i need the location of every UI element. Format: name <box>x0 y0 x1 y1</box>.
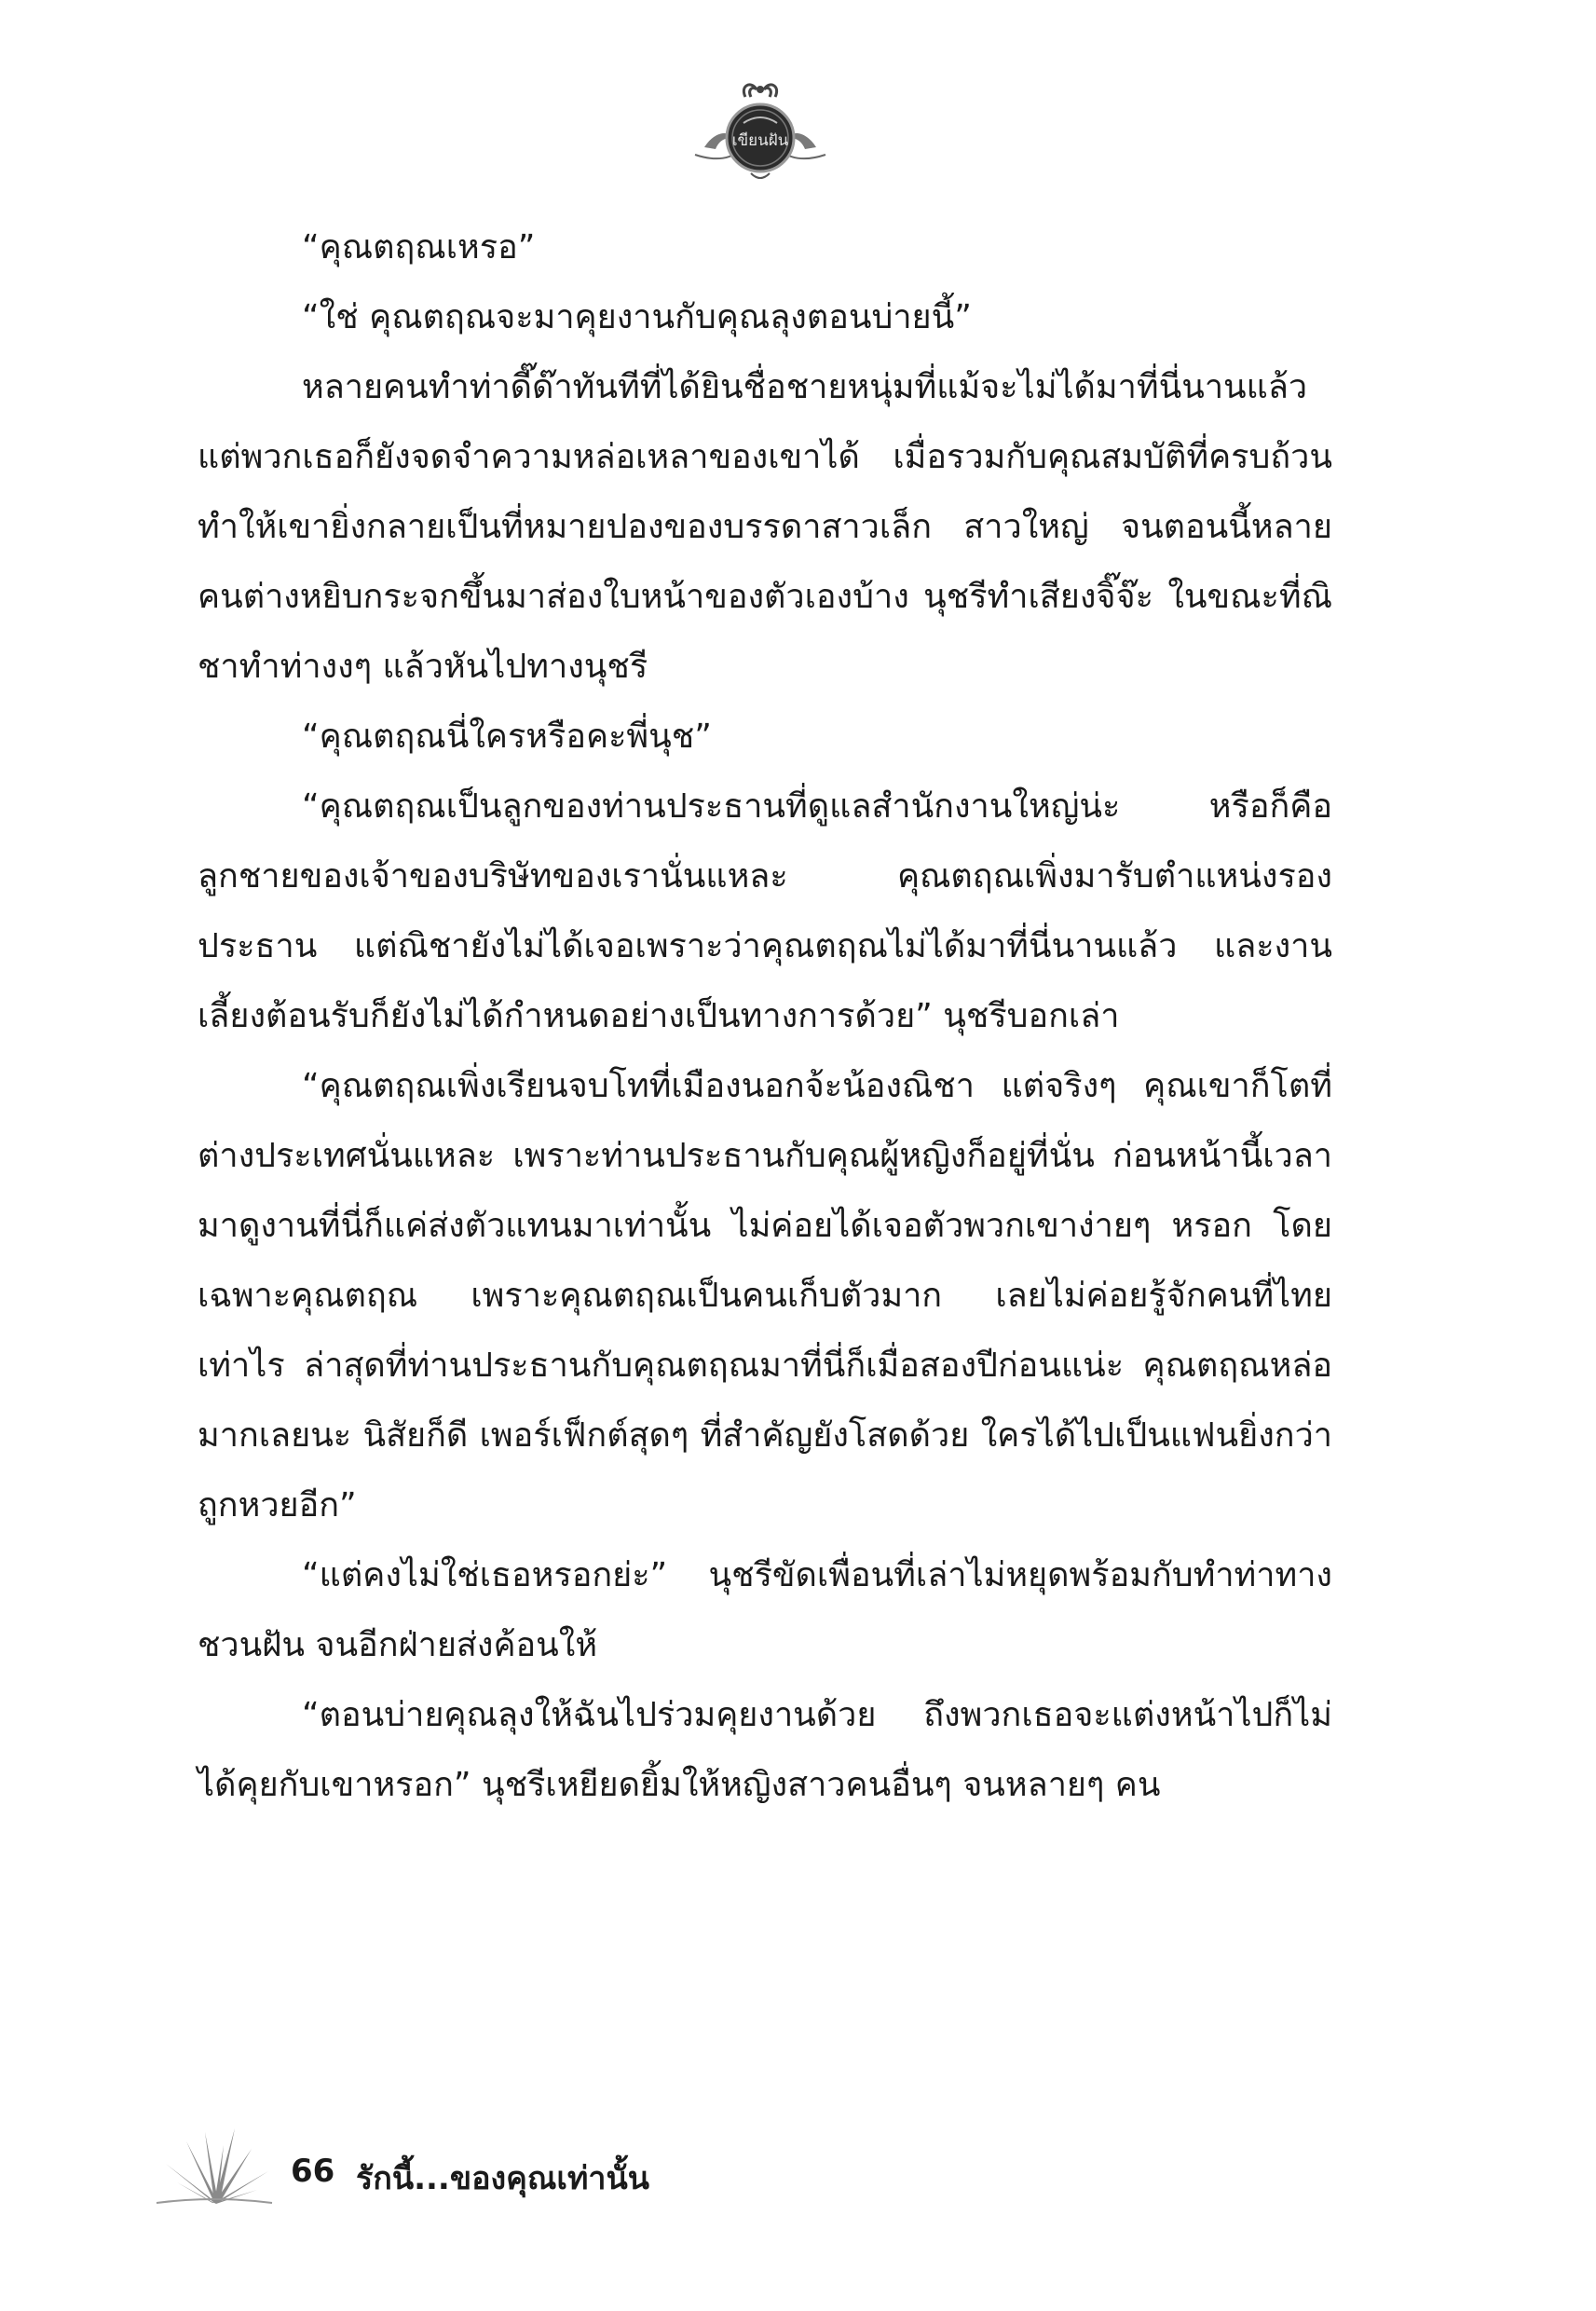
body-text <box>198 212 1332 1820</box>
paragraph: “แต่คงไม่ใช่เธอหรอกย่ะ” นุชรีขัดเพื่อนที่เล่าไม่หยุดพร้อมกับทำท่าทางชวนฝัน จนอีกฝ่ายส่งค้อนให้ <box>198 1556 1332 1664</box>
paragraph: “ตอนบ่ายคุณลุงให้ฉันไปร่วมคุยงานด้วย ถึงพวกเธอจะแต่งหน้าไปก็ไม่ได้คุยกับเขาหรอก” นุชรีเหยียดยิ้มให้หญิงสาวคนอื่นๆ จนหลายๆ คน <box>198 1696 1332 1804</box>
page-footer <box>149 2113 988 2207</box>
paragraph: หลายคนทำท่าดี๊ด๊าทันทีที่ได้ยินชื่อชายหนุ่มที่แม้จะไม่ได้มาที่นี่นานแล้วแต่พวกเธอก็ยังจดจำความหล่อเหลาของเขาได้ เมื่อรวมกับคุณสมบัติที่ครบถ้วนทำให้เขายิ่งกลายเป็นที่หมายปองของบรรดาสาวเล็ก สาวใหญ่ จนตอนนี้หลายคนต่างหยิบกระจกขึ้นมาส่องใบหน้าของตัวเองบ้าง นุชรีทำเสียงจิ๊จ๊ะ ในขณะที่ณิชาทำท่างงๆ แล้วหันไปทางนุชรี <box>198 368 1332 686</box>
logo-text: เขียนฝัน <box>731 131 789 150</box>
book-title: รักนี้...ของคุณเท่านั้น <box>356 2160 649 2197</box>
ornamental-emblem-icon <box>686 75 835 186</box>
page-number: 66 <box>291 2153 335 2190</box>
paragraph: “คุณตฤณเหรอ” <box>302 228 536 267</box>
paragraph: “คุณตฤณเป็นลูกของท่านประธานที่ดูแลสำนักงานใหญ่น่ะ หรือก็คือลูกชายของเจ้าของบริษัทของเรานั่นแหละ คุณตฤณเพิ่งมารับตำแหน่งรองประธาน แต่ณิชายังไม่ได้เจอเพราะว่าคุณตฤณไม่ได้มาที่นี่นานแล้ว และงานเลี้ยงต้อนรับก็ยังไม่ได้กำหนดอย่างเป็นทางการด้วย” นุชรีบอกเล่า <box>198 787 1332 1035</box>
plant-icon <box>149 2113 280 2207</box>
paragraph: “ใช่ คุณตฤณจะมาคุยงานกับคุณลุงตอนบ่ายนี้” <box>302 298 972 336</box>
paragraph: “คุณตฤณนี่ใครหรือคะพี่นุช” <box>302 718 712 756</box>
paragraph: “คุณตฤณเพิ่งเรียนจบโทที่เมืองนอกจ้ะน้องณิชา แต่จริงๆ คุณเขาก็โตที่ต่างประเทศนั่นแหละ เพราะท่านประธานกับคุณผู้หญิงก็อยู่ที่นั่น ก่อนหน้านี้เวลามาดูงานที่นี่ก็แค่ส่งตัวแทนมาเท่านั้น ไม่ค่อยได้เจอตัวพวกเขาง่ายๆ หรอก โดยเฉพาะคุณตฤณ เพราะคุณตฤณเป็นคนเก็บตัวมาก เลยไม่ค่อยรู้จักคนที่ไทยเท่าไร ล่าสุดที่ท่านประธานกับคุณตฤณมาที่นี่ก็เมื่อสองปีก่อนแน่ะ คุณตฤณหล่อมากเลยนะ นิสัยก็ดี เพอร์เฟ็กต์สุดๆ ที่สำคัญยังโสดด้วย ใครได้ไปเป็นแฟนยิ่งกว่าถูกหวยอีก” <box>198 1067 1332 1525</box>
